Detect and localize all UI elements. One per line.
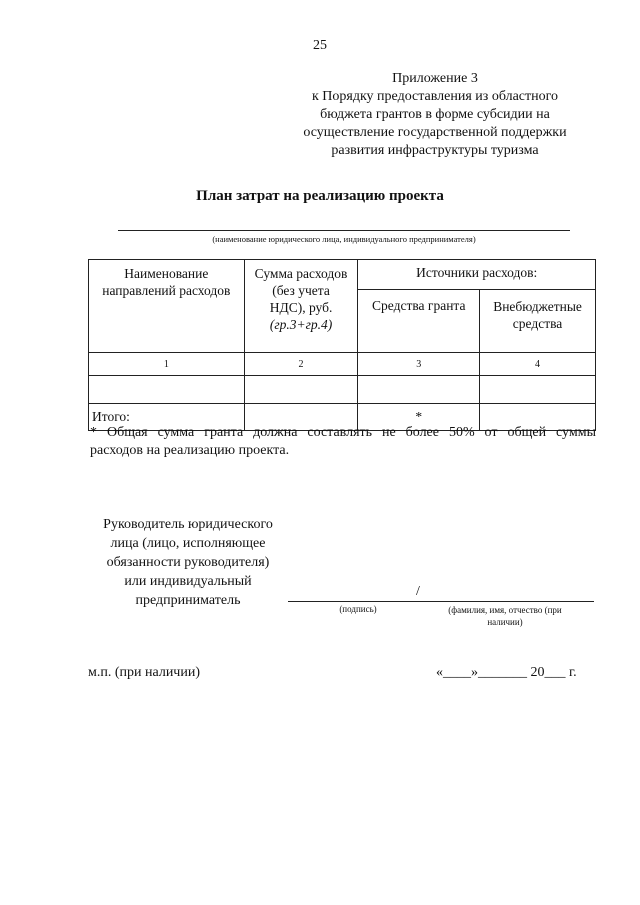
full-name-caption <box>430 604 580 628</box>
table-row <box>89 376 596 404</box>
footnote-line: расходов на реализацию проекта. <box>90 443 290 458</box>
appendix-line: Приложение 3 <box>392 71 478 86</box>
footnote-line: * Общая сумма гранта должна составлять не более 50% от общей суммы <box>90 425 596 440</box>
header-text: средства <box>512 316 563 331</box>
table-cell[interactable] <box>480 376 596 404</box>
header-text: (без учета <box>272 283 330 298</box>
header-expense-sources: Источники расходов: <box>358 260 596 290</box>
footnote <box>90 424 596 460</box>
header-grant-funds: Средства гранта <box>358 290 480 353</box>
appendix-line: развития инфраструктуры туризма <box>331 143 539 158</box>
signatory-line: лица (лицо, исполняющее <box>110 536 266 551</box>
header-extrabudgetary-funds <box>480 290 596 353</box>
document-title: План затрат на реализацию проекта <box>196 188 444 204</box>
date-field[interactable]: «____»_______ 20___ г. <box>436 665 577 680</box>
column-number: 1 <box>89 353 245 376</box>
appendix-reference <box>270 70 600 160</box>
column-number: 3 <box>358 353 480 376</box>
header-expense-sum <box>244 260 358 353</box>
table-cell[interactable] <box>89 376 245 404</box>
signature-line[interactable] <box>288 601 594 602</box>
total-grant-cell[interactable]: * <box>358 404 480 431</box>
organization-name-field[interactable] <box>118 230 570 231</box>
column-number: 2 <box>244 353 358 376</box>
caption-line: (фамилия, имя, отчество (при <box>448 605 562 615</box>
total-label: Итого: <box>89 404 245 431</box>
signature-caption: (подпись) <box>339 604 377 614</box>
signatory-line: Руководитель юридического <box>103 517 273 532</box>
column-number: 4 <box>480 353 596 376</box>
table-header-row <box>89 260 596 290</box>
table-cell[interactable] <box>244 376 358 404</box>
appendix-line: бюджета грантов в форме субсидии на <box>320 107 550 122</box>
signatory-line: предприниматель <box>135 593 241 608</box>
signatory-label <box>88 515 288 610</box>
header-text: Сумма расходов <box>254 266 348 281</box>
page-number: 25 <box>313 38 327 53</box>
signature-separator: / <box>416 584 420 599</box>
column-number-row <box>89 353 596 376</box>
header-text: (гр.3+гр.4) <box>269 317 333 332</box>
table-cell[interactable] <box>358 376 480 404</box>
header-text: Внебюджетные <box>493 299 582 314</box>
header-expense-directions <box>89 260 245 353</box>
header-text: направлений расходов <box>102 283 231 298</box>
cost-plan-table <box>88 259 596 431</box>
organization-name-caption: (наименование юридического лица, индивидуального предпринимателя) <box>212 234 476 244</box>
appendix-line: к Порядку предоставления из областного <box>311 89 559 104</box>
caption-line: наличии) <box>487 617 523 627</box>
header-text: НДС), руб. <box>269 300 333 315</box>
signatory-line: обязанности руководителя) <box>106 555 270 570</box>
header-text: Наименование <box>124 266 209 281</box>
appendix-line: осуществление государственной поддержки <box>303 125 567 140</box>
signatory-line: или индивидуальный <box>124 574 252 589</box>
stamp-place: м.п. (при наличии) <box>88 665 200 680</box>
